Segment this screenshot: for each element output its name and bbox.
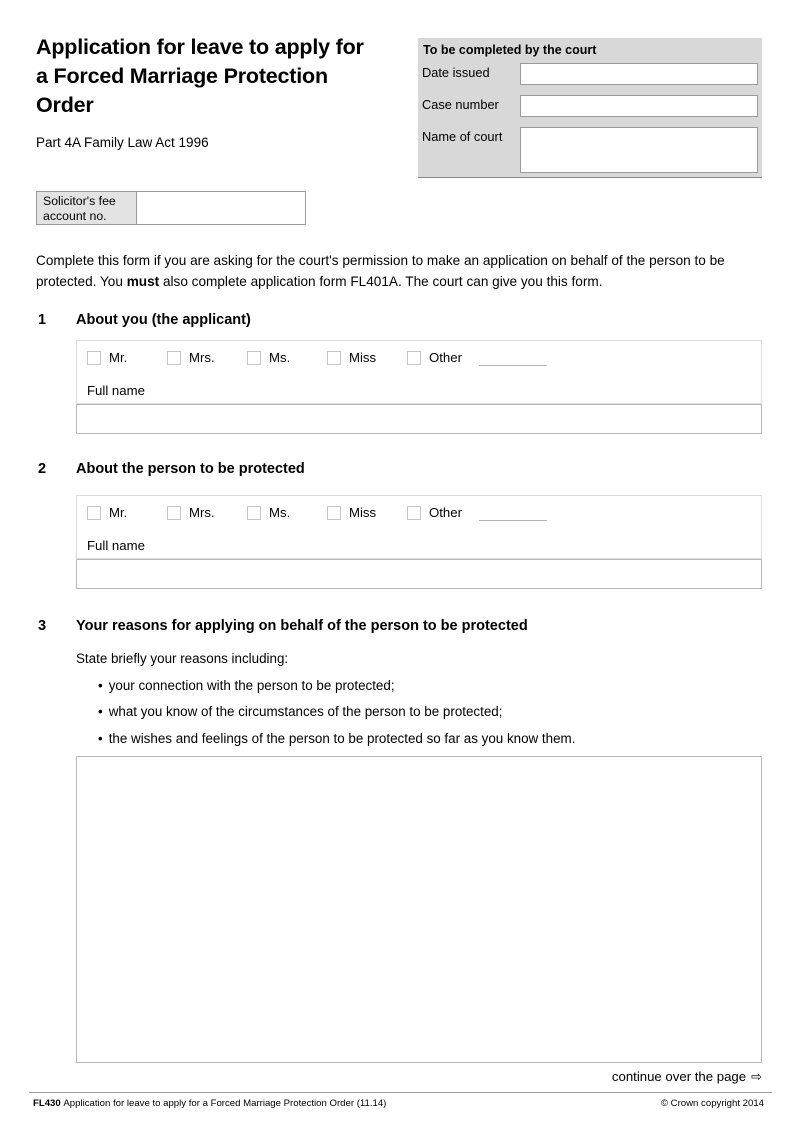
continue-over-page-note xyxy=(612,1069,762,1085)
name-of-court-input[interactable] xyxy=(520,127,758,173)
label-applicant-ms: Ms. xyxy=(269,350,291,365)
solicitor-fee-label xyxy=(37,192,137,224)
protected-person-title-block xyxy=(76,495,762,559)
section-1-heading: About you (the applicant) xyxy=(76,312,251,328)
court-row-case-number xyxy=(422,95,758,117)
footer-divider xyxy=(29,1092,772,1093)
applicant-full-name-input[interactable] xyxy=(76,404,762,434)
section-2-number: 2 xyxy=(38,461,47,477)
case-number-input[interactable] xyxy=(520,95,758,117)
solicitor-fee-box xyxy=(36,191,306,225)
page-subtitle: Part 4A Family Law Act 1996 xyxy=(36,135,209,150)
label-applicant-mrs: Mrs. xyxy=(189,350,215,365)
section-3-bullet-1 xyxy=(98,678,395,693)
bullet-dot-icon: • xyxy=(98,731,103,746)
label-protected-ms: Ms. xyxy=(269,505,291,520)
section-3-lead: State briefly your reasons including: xyxy=(76,651,289,666)
section-3-answer-textarea[interactable] xyxy=(76,756,762,1063)
name-of-court-label: Name of court xyxy=(422,129,503,144)
label-protected-miss: Miss xyxy=(349,505,377,520)
section-3-bullet-1-text: your connection with the person to be protected; xyxy=(108,678,395,693)
intro-text-part2: also complete application form FL401A. The court can give you this form. xyxy=(159,274,603,289)
section-1-number: 1 xyxy=(38,312,47,328)
applicant-title-block xyxy=(76,340,762,404)
bullet-dot-icon: • xyxy=(98,678,103,693)
applicant-other-input[interactable] xyxy=(479,365,547,366)
date-issued-label: Date issued xyxy=(422,65,490,80)
footer-copyright: © Crown copyright 2014 xyxy=(660,1098,764,1109)
intro-text-part1: Complete this form if you are asking for the court's permission to make an application on behalf of the person to be protected. You xyxy=(36,253,725,289)
footer-form-reference xyxy=(33,1098,386,1109)
checkbox-protected-mr[interactable] xyxy=(87,506,101,520)
section-3-bullet-2-text: what you know of the circumstances of the person to be protected; xyxy=(108,704,503,719)
solicitor-fee-input[interactable] xyxy=(138,192,305,224)
label-protected-mrs: Mrs. xyxy=(189,505,215,520)
checkbox-applicant-miss[interactable] xyxy=(327,351,341,365)
section-2-heading: About the person to be protected xyxy=(76,461,305,477)
checkbox-protected-miss[interactable] xyxy=(327,506,341,520)
court-row-date-issued xyxy=(422,63,758,85)
protected-other-input[interactable] xyxy=(479,520,547,521)
checkbox-applicant-other[interactable] xyxy=(407,351,421,365)
continue-over-page-text: continue over the page xyxy=(611,1069,747,1084)
case-number-label: Case number xyxy=(422,97,499,112)
solicitor-fee-label-line1: Solicitor's fee xyxy=(43,194,116,208)
label-protected-mr: Mr. xyxy=(109,505,128,520)
page-title: Application for leave to apply for a Forced Marriage Protection Order xyxy=(36,35,364,117)
court-row-name-of-court xyxy=(422,127,758,173)
protected-full-name-input[interactable] xyxy=(76,559,762,589)
label-applicant-miss: Miss xyxy=(349,350,377,365)
footer-form-code: FL430 xyxy=(33,1098,61,1109)
solicitor-fee-label-line2: account no. xyxy=(43,209,107,223)
checkbox-applicant-mr[interactable] xyxy=(87,351,101,365)
protected-full-name-label: Full name xyxy=(87,538,145,553)
bullet-dot-icon: • xyxy=(98,704,103,719)
applicant-full-name-label: Full name xyxy=(87,383,145,398)
section-3-bullet-2 xyxy=(98,704,502,719)
section-3-number: 3 xyxy=(38,618,47,634)
court-use-heading: To be completed by the court xyxy=(423,43,597,57)
footer-form-description: Application for leave to apply for a Forced Marriage Protection Order (11.14) xyxy=(63,1098,387,1109)
section-3-bullet-3-text: the wishes and feelings of the person to be protected so far as you know them. xyxy=(108,731,576,746)
court-use-box xyxy=(418,38,762,178)
checkbox-protected-mrs[interactable] xyxy=(167,506,181,520)
checkbox-protected-other[interactable] xyxy=(407,506,421,520)
date-issued-input[interactable] xyxy=(520,63,758,85)
checkbox-protected-ms[interactable] xyxy=(247,506,261,520)
section-3-bullet-3 xyxy=(98,731,575,746)
checkbox-applicant-ms[interactable] xyxy=(247,351,261,365)
label-protected-other: Other xyxy=(429,505,462,520)
label-applicant-mr: Mr. xyxy=(109,350,128,365)
section-3-heading: Your reasons for applying on behalf of the person to be protected xyxy=(76,618,528,634)
label-applicant-other: Other xyxy=(429,350,462,365)
intro-emphasis: must xyxy=(126,274,160,289)
intro-paragraph xyxy=(36,250,764,292)
arrow-right-icon: ⇨ xyxy=(751,1069,762,1084)
checkbox-applicant-mrs[interactable] xyxy=(167,351,181,365)
